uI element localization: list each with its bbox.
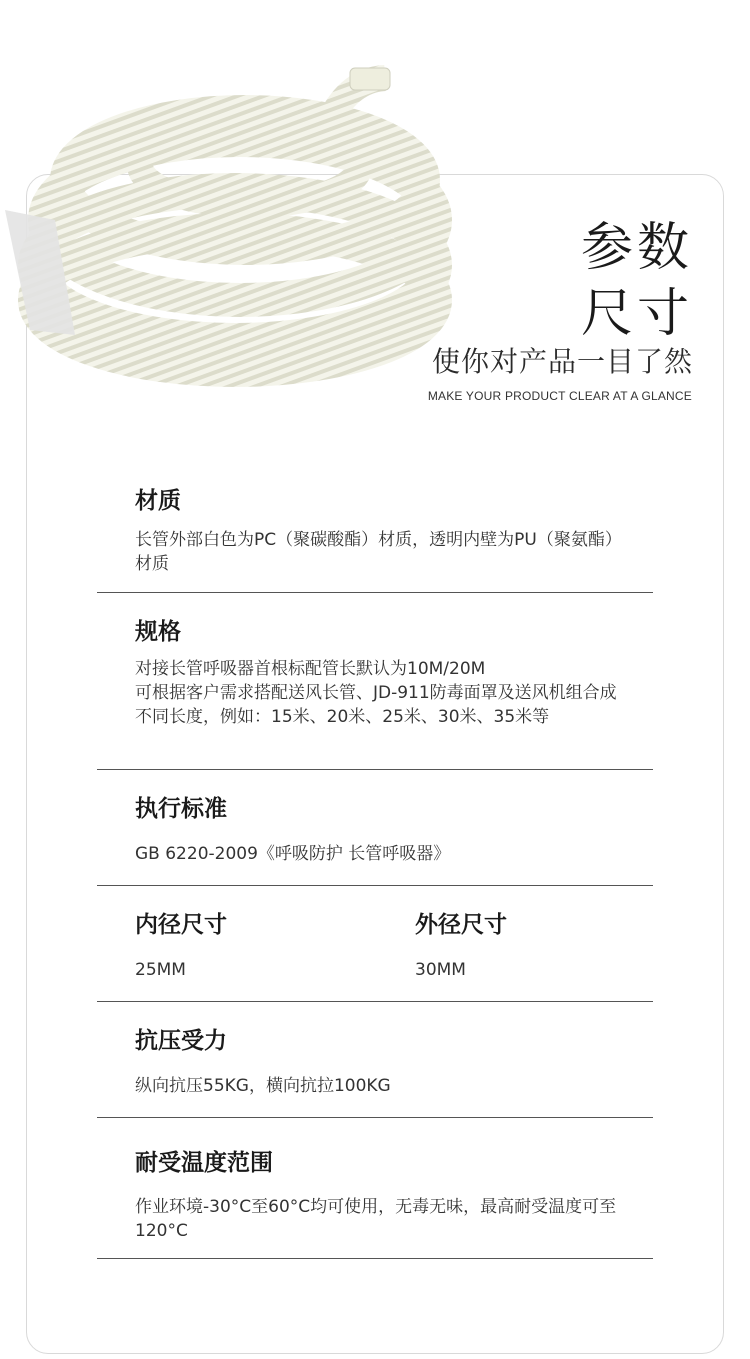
section-standard bbox=[97, 770, 653, 886]
section-title: 材质 bbox=[135, 488, 181, 514]
section-title: 耐受温度范围 bbox=[135, 1150, 273, 1176]
section-text: GB 6220-2009《呼吸防护 长管呼吸器》 bbox=[135, 844, 451, 864]
section-text: 对接长管呼吸器首根标配管长默认为10M/20M 可根据客户需求搭配送风长管、JD-911防毒面罩及送风机组合成不同长度，例如：15米、20米、25米、30米、35米等 bbox=[135, 659, 617, 727]
section-pressure bbox=[97, 1002, 653, 1118]
section-spec bbox=[97, 593, 653, 770]
inner-diameter-title: 内径尺寸 bbox=[135, 912, 227, 938]
section-text: 长管外部白色为PC（聚碳酸酯）材质，透明内壁为PU（聚氨酯）材质 bbox=[135, 530, 622, 574]
page-title-line2: 尺寸 bbox=[580, 284, 693, 344]
page-subtitle: 使你对产品一目了然 bbox=[431, 345, 693, 378]
page-subtitle-en: MAKE YOUR PRODUCT CLEAR AT A GLANCE bbox=[427, 389, 692, 403]
outer-diameter-value: 30MM bbox=[415, 960, 466, 980]
outer-diameter-title: 外径尺寸 bbox=[415, 912, 507, 938]
inner-diameter-value: 25MM bbox=[135, 960, 186, 980]
section-title: 执行标准 bbox=[135, 796, 227, 822]
hose-coil-image bbox=[0, 60, 460, 390]
section-text: 作业环境-30°C至60°C均可使用，无毒无味，最高耐受温度可至120°C bbox=[135, 1197, 617, 1241]
section-title: 规格 bbox=[135, 619, 181, 645]
section-title: 抗压受力 bbox=[135, 1028, 227, 1054]
section-text: 纵向抗压55KG，横向抗拉100KG bbox=[135, 1076, 391, 1096]
section-diameters bbox=[97, 886, 653, 1002]
section-temperature bbox=[97, 1118, 653, 1259]
section-material bbox=[97, 470, 653, 593]
page-title-line1: 参数 bbox=[580, 218, 693, 278]
